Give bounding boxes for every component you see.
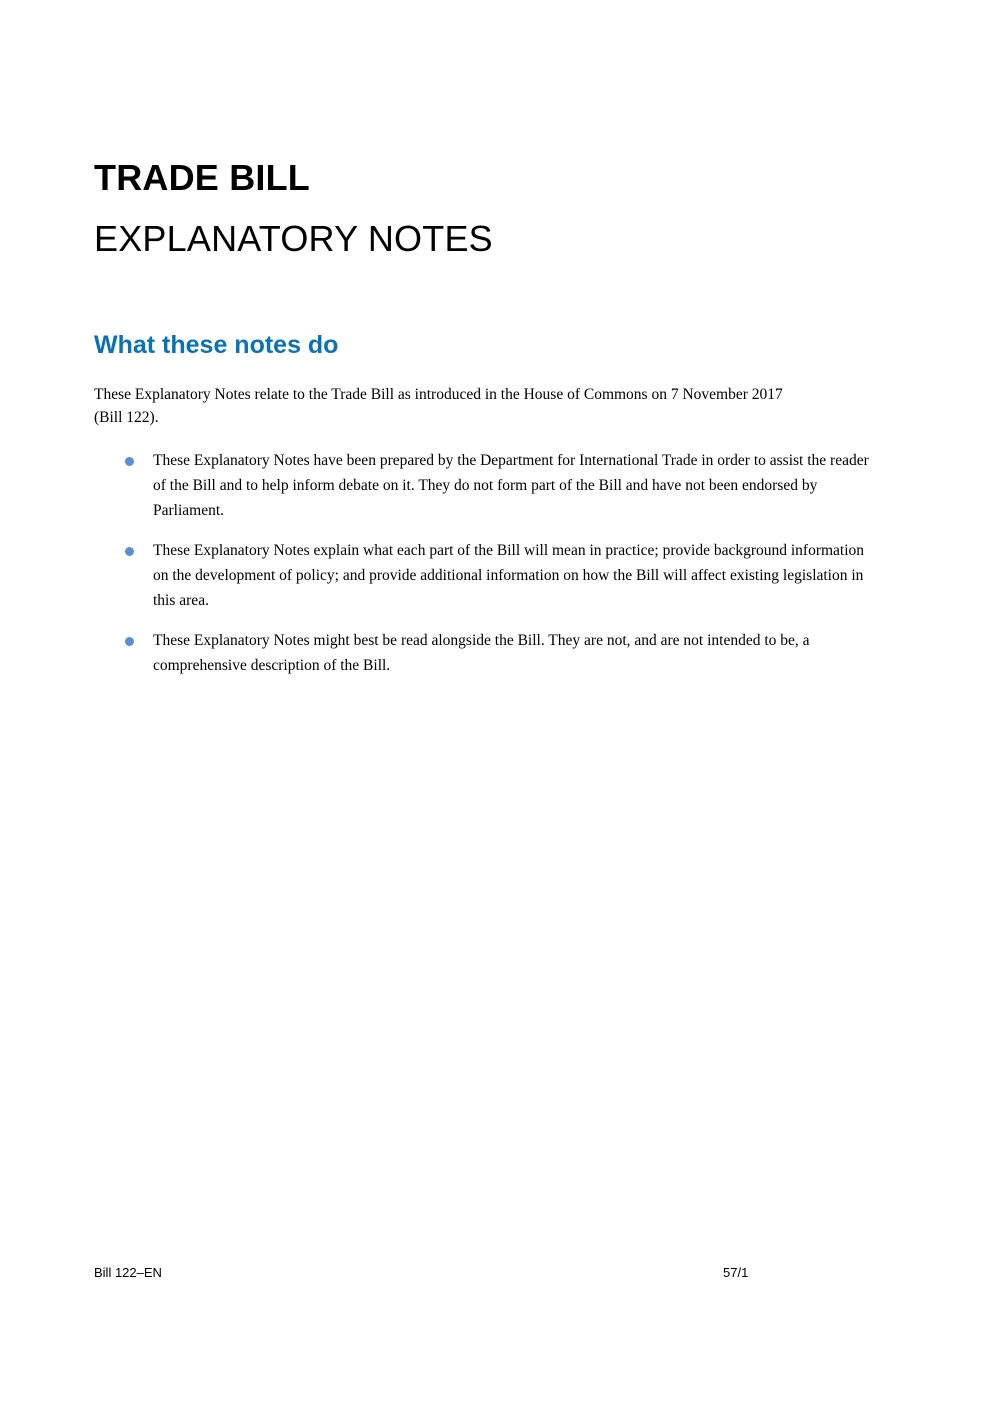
bullet-dot-icon (125, 547, 134, 556)
footer-bill-reference: Bill 122–EN (94, 1265, 162, 1280)
list-item (94, 538, 874, 613)
bullet-text: These Explanatory Notes explain what each part of the Bill will mean in practice; provide background information on the development of policy; and provide additional information on how the Bill will affect existing legislation in this area. (153, 542, 865, 609)
bullet-dot-icon (125, 637, 134, 646)
document-title: TRADE BILL (94, 157, 310, 198)
footer-page-code: 57/1 (723, 1265, 749, 1280)
list-item (94, 448, 874, 523)
document-subtitle: EXPLANATORY NOTES (94, 218, 493, 259)
bullet-dot-icon (125, 457, 134, 466)
intro-paragraph: These Explanatory Notes relate to the Trade Bill as introduced in the House of Commons on 7 November 2017 (Bill 122). (94, 386, 783, 426)
section-heading: What these notes do (94, 331, 339, 359)
bullet-text: These Explanatory Notes have been prepared by the Department for International Trade in order to assist the reader of the Bill and to help inform debate on it. They do not form part of the Bill and have not been endorsed by Parliament. (153, 452, 869, 519)
list-item (94, 628, 874, 678)
bullet-text: These Explanatory Notes might best be read alongside the Bill. They are not, and are not intended to be, a comprehensive description of the Bill. (153, 632, 810, 674)
bullet-list (94, 448, 874, 693)
